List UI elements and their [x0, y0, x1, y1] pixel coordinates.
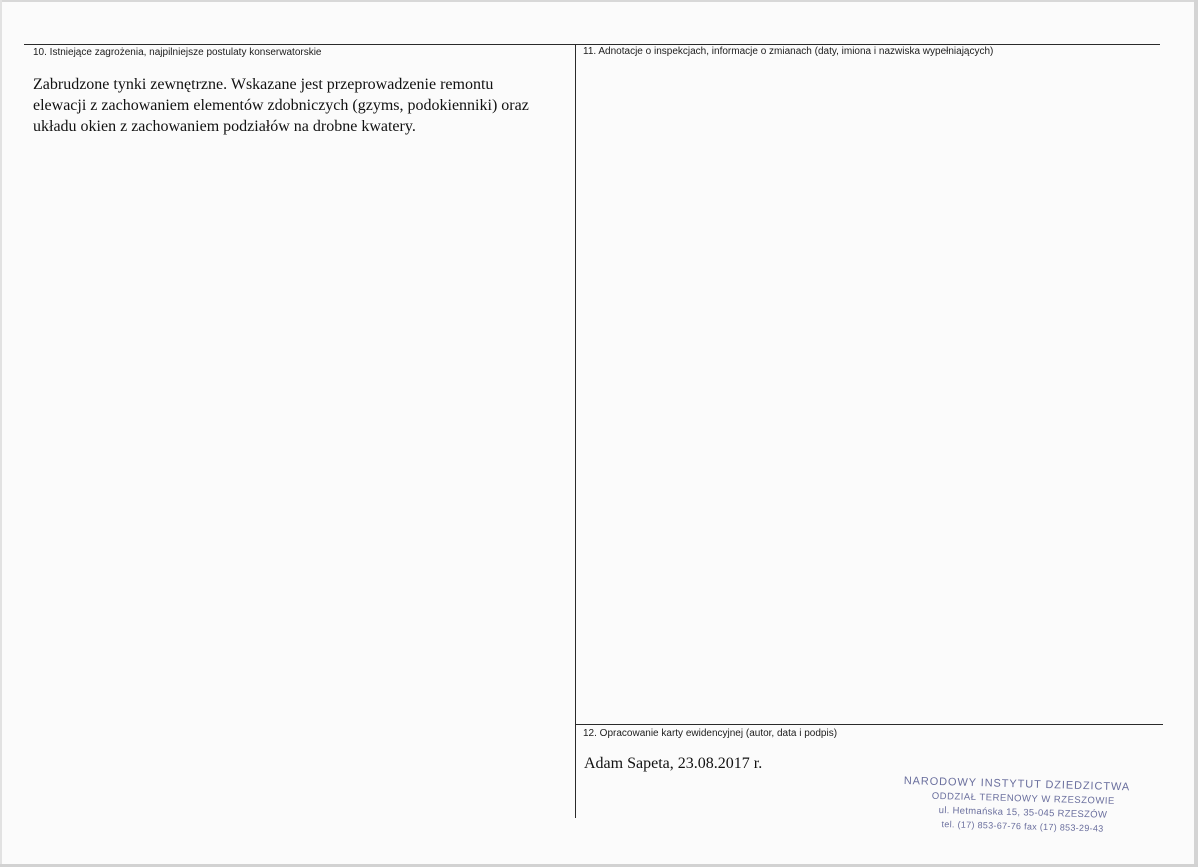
section-10-label: 10. Istniejące zagrożenia, najpilniejsze postulaty konserwatorskie	[33, 47, 322, 58]
institution-stamp	[902, 773, 1143, 837]
stamp-line-institution: NARODOWY INSTYTUT DZIEDZICTWA	[903, 774, 1131, 794]
stamp-line-branch: ODDZIAŁ TERENOWY W RZESZOWIE	[931, 790, 1115, 807]
scan-edge-left	[0, 0, 2, 867]
section-12-rule	[575, 724, 1163, 725]
section-10-line: Zabrudzone tynki zewnętrzne. Wskazane jest przeprowadzenie remontu	[33, 76, 494, 93]
section-10-content	[33, 74, 573, 137]
section-12-content: Adam Sapeta, 23.08.2017 r.	[584, 755, 763, 772]
stamp-line-address: ul. Hetmańska 15, 35-045 RZESZÓW	[938, 804, 1108, 821]
scan-edge-right	[1194, 0, 1198, 867]
section-12-label: 12. Opracowanie karty ewidencyjnej (autor, data i podpis)	[583, 728, 838, 739]
scan-edge-top	[0, 0, 1198, 2]
stamp-line-phone: tel. (17) 853-67-76 fax (17) 853-29-43	[941, 819, 1104, 834]
column-divider	[575, 44, 576, 818]
section-10-line: układu okien z zachowaniem podziałów na drobne kwatery.	[33, 118, 416, 135]
form-top-rule	[24, 44, 1160, 45]
section-11-label: 11. Adnotacje o inspekcjach, informacje o zmianach (daty, imiona i nazwiska wypełniających)	[583, 46, 994, 57]
section-10-line: elewacji z zachowaniem elementów zdobniczych (gzyms, podokienniki) oraz	[33, 97, 529, 114]
